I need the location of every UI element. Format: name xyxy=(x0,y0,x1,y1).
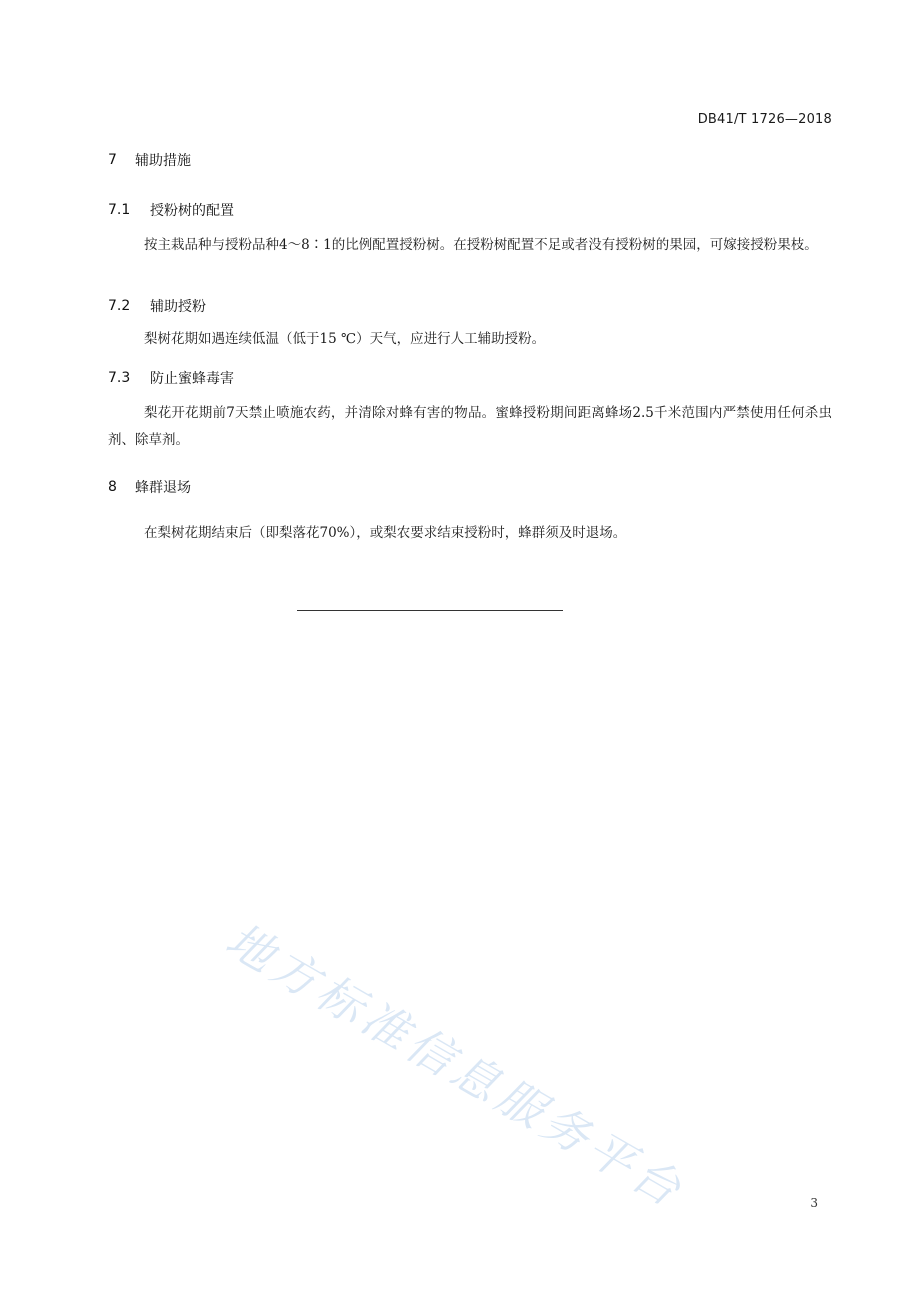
subsection-title: 辅助授粉 xyxy=(150,299,206,315)
subsection-7-3-body: 梨花开花期前7天禁止喷施农药，并清除对蜂有害的物品。蜜蜂授粉期间距离蜂场2.5千米范围内严禁使用任何杀虫剂、除草剂。 xyxy=(108,405,832,448)
subsection-7-1-heading xyxy=(108,200,234,220)
page-number: 3 xyxy=(810,1196,818,1210)
section-title: 蜂群退场 xyxy=(135,480,191,496)
subsection-title: 防止蜜蜂毒害 xyxy=(150,371,234,387)
section-number: 8 xyxy=(108,479,117,495)
subsection-number: 7.1 xyxy=(108,202,131,218)
subsection-7-1-body: 按主栽品种与授粉品种4～8∶1的比例配置授粉树。在授粉树配置不足或者没有授粉树的果园，可嫁接授粉果枝。 xyxy=(144,237,818,253)
subsection-7-2-body: 梨树花期如遇连续低温（低于15 ℃）天气，应进行人工辅助授粉。 xyxy=(144,331,546,347)
section-8-body: 在梨树花期结束后（即梨落花70%），或梨农要求结束授粉时，蜂群须及时退场。 xyxy=(144,525,627,541)
section-7-heading xyxy=(108,150,191,170)
section-8-heading xyxy=(108,477,191,497)
subsection-number: 7.3 xyxy=(108,370,131,386)
subsection-7-2-heading xyxy=(108,296,206,316)
section-title: 辅助措施 xyxy=(135,153,191,169)
document-code: DB41/T 1726—2018 xyxy=(697,112,832,127)
subsection-7-3-heading xyxy=(108,368,234,388)
subsection-number: 7.2 xyxy=(108,298,131,314)
end-of-document-rule xyxy=(297,610,563,611)
subsection-title: 授粉树的配置 xyxy=(150,203,234,219)
section-number: 7 xyxy=(108,152,117,168)
watermark: 地方标准信息服务平台 xyxy=(217,912,695,1219)
